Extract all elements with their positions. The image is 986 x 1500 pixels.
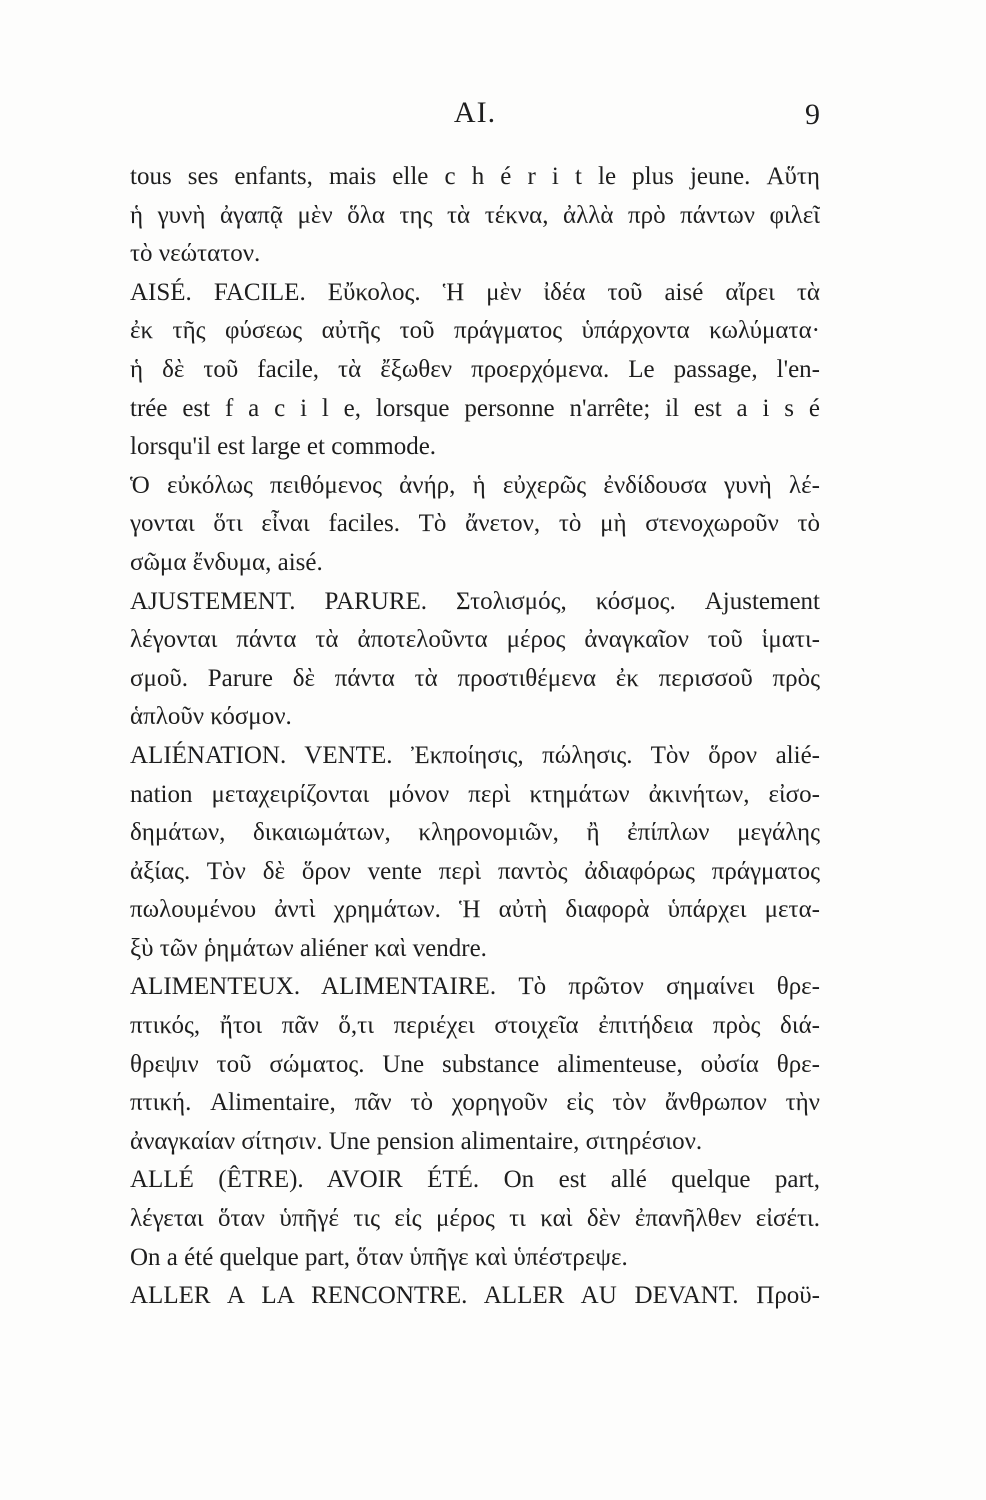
text-line: σμοῦ. Parure δὲ πάντα τὰ προστιθέμενα ἐκ περισσοῦ πρὸς (130, 664, 820, 692)
page-header (130, 96, 820, 136)
text-line: ALIMENTEUX. ALIMENTAIRE. Τὸ πρῶτον σημαίνει θρε- (130, 973, 820, 1001)
text-line: θρεψιν τοῦ σώματος. Une substance alimenteuse, οὐσία θρε- (130, 1050, 820, 1078)
text-line: πτική. Alimentaire, πᾶν τὸ χορηγοῦν εἰς τὸν ἄνθρωπον τὴν (130, 1089, 820, 1117)
text-line: ἁπλοῦν κόσμον. (130, 703, 292, 731)
text-line: πτικός, ἤτοι πᾶν ὅ,τι περιέχει στοιχεῖα ἐπιτήδεια πρὸς διά- (130, 1012, 820, 1040)
text-line: γονται ὅτι εἶναι faciles. Τὸ ἄνετον, τὸ μὴ στενοχωροῦν τὸ (130, 510, 820, 538)
page-number: 9 (805, 98, 820, 131)
text-line: ALIÉNATION. VENTE. Ἐκποίησις, πώλησις. Τὸν ὅρον alié- (130, 741, 820, 769)
running-head: AI. (453, 96, 497, 129)
text-line: AISÉ. FACILE. Εὔκολος. Ἡ μὲν ἰδέα τοῦ aisé αἴρει τὰ (130, 278, 820, 306)
text-line: ἡ δὲ τοῦ facile, τὰ ἔξωθεν προερχόμενα. Le passage, l'en- (130, 355, 820, 383)
text-line: ἐκ τῆς φύσεως αὐτῆς τοῦ πράγματος ὑπάρχοντα κωλύματα· (130, 317, 820, 345)
text-line: πωλουμένου ἀντὶ χρημάτων. Ἡ αὐτὴ διαφορὰ ὑπάρχει μετα- (130, 896, 820, 924)
text-line: δημάτων, δικαιωμάτων, κληρονομιῶν, ἢ ἐπίπλων μεγάλης (130, 819, 820, 847)
text-line: Ὁ εὐκόλως πειθόμενος ἀνήρ, ἡ εὐχερῶς ἐνδίδουσα γυνὴ λέ- (130, 471, 820, 499)
text-line: σῶμα ἔνδυμα, aisé. (130, 548, 323, 576)
text-line: On a été quelque part, ὅταν ὑπῆγε καὶ ὑπέστρεψε. (130, 1243, 628, 1271)
body-text (130, 158, 820, 1316)
text-line: ἀξίας. Τὸν δὲ ὅρον vente περὶ παντὸς ἀδιαφόρως πράγματος (130, 857, 820, 885)
text-line: ξὺ τῶν ῥημάτων aliéner καὶ vendre. (130, 934, 487, 962)
text-line: ἀναγκαίαν σίτησιν. Une pension alimentaire, σιτηρέσιον. (130, 1127, 703, 1155)
text-line: trée est f a c i l e, lorsque personne n'arrête; il est a i s é (130, 394, 820, 422)
text-line: ALLÉ (ÊTRE). AVOIR ÉTÉ. On est allé quelque part, (130, 1166, 820, 1194)
text-line: tous ses enfants, mais elle c h é r i t le plus jeune. Αὕτη (130, 163, 820, 190)
text-line: λέγονται πάντα τὰ ἀποτελοῦντα μέρος ἀναγκαῖον τοῦ ἱματι- (130, 626, 820, 654)
text-line: ALLER A LA RENCONTRE. ALLER AU DEVANT. Προϋ- (130, 1282, 820, 1310)
text-line: lorsqu'il est large et commode. (130, 433, 437, 461)
text-line: τὸ νεώτατον. (130, 240, 261, 268)
text-line: nation μεταχειρίζονται μόνον περὶ κτημάτων ἀκινήτων, εἰσο- (130, 780, 820, 808)
text-line: λέγεται ὅταν ὑπῆγέ τις εἰς μέρος τι καὶ δὲν ἐπανῆλθεν εἰσέτι. (130, 1205, 820, 1233)
text-line: AJUSTEMENT. PARURE. Στολισμός, κόσμος. Ajustement (130, 587, 820, 615)
text-line: ἡ γυνὴ ἀγαπᾷ μὲν ὅλα της τὰ τέκνα, ἀλλὰ πρὸ πάντων φιλεῖ (130, 201, 820, 229)
